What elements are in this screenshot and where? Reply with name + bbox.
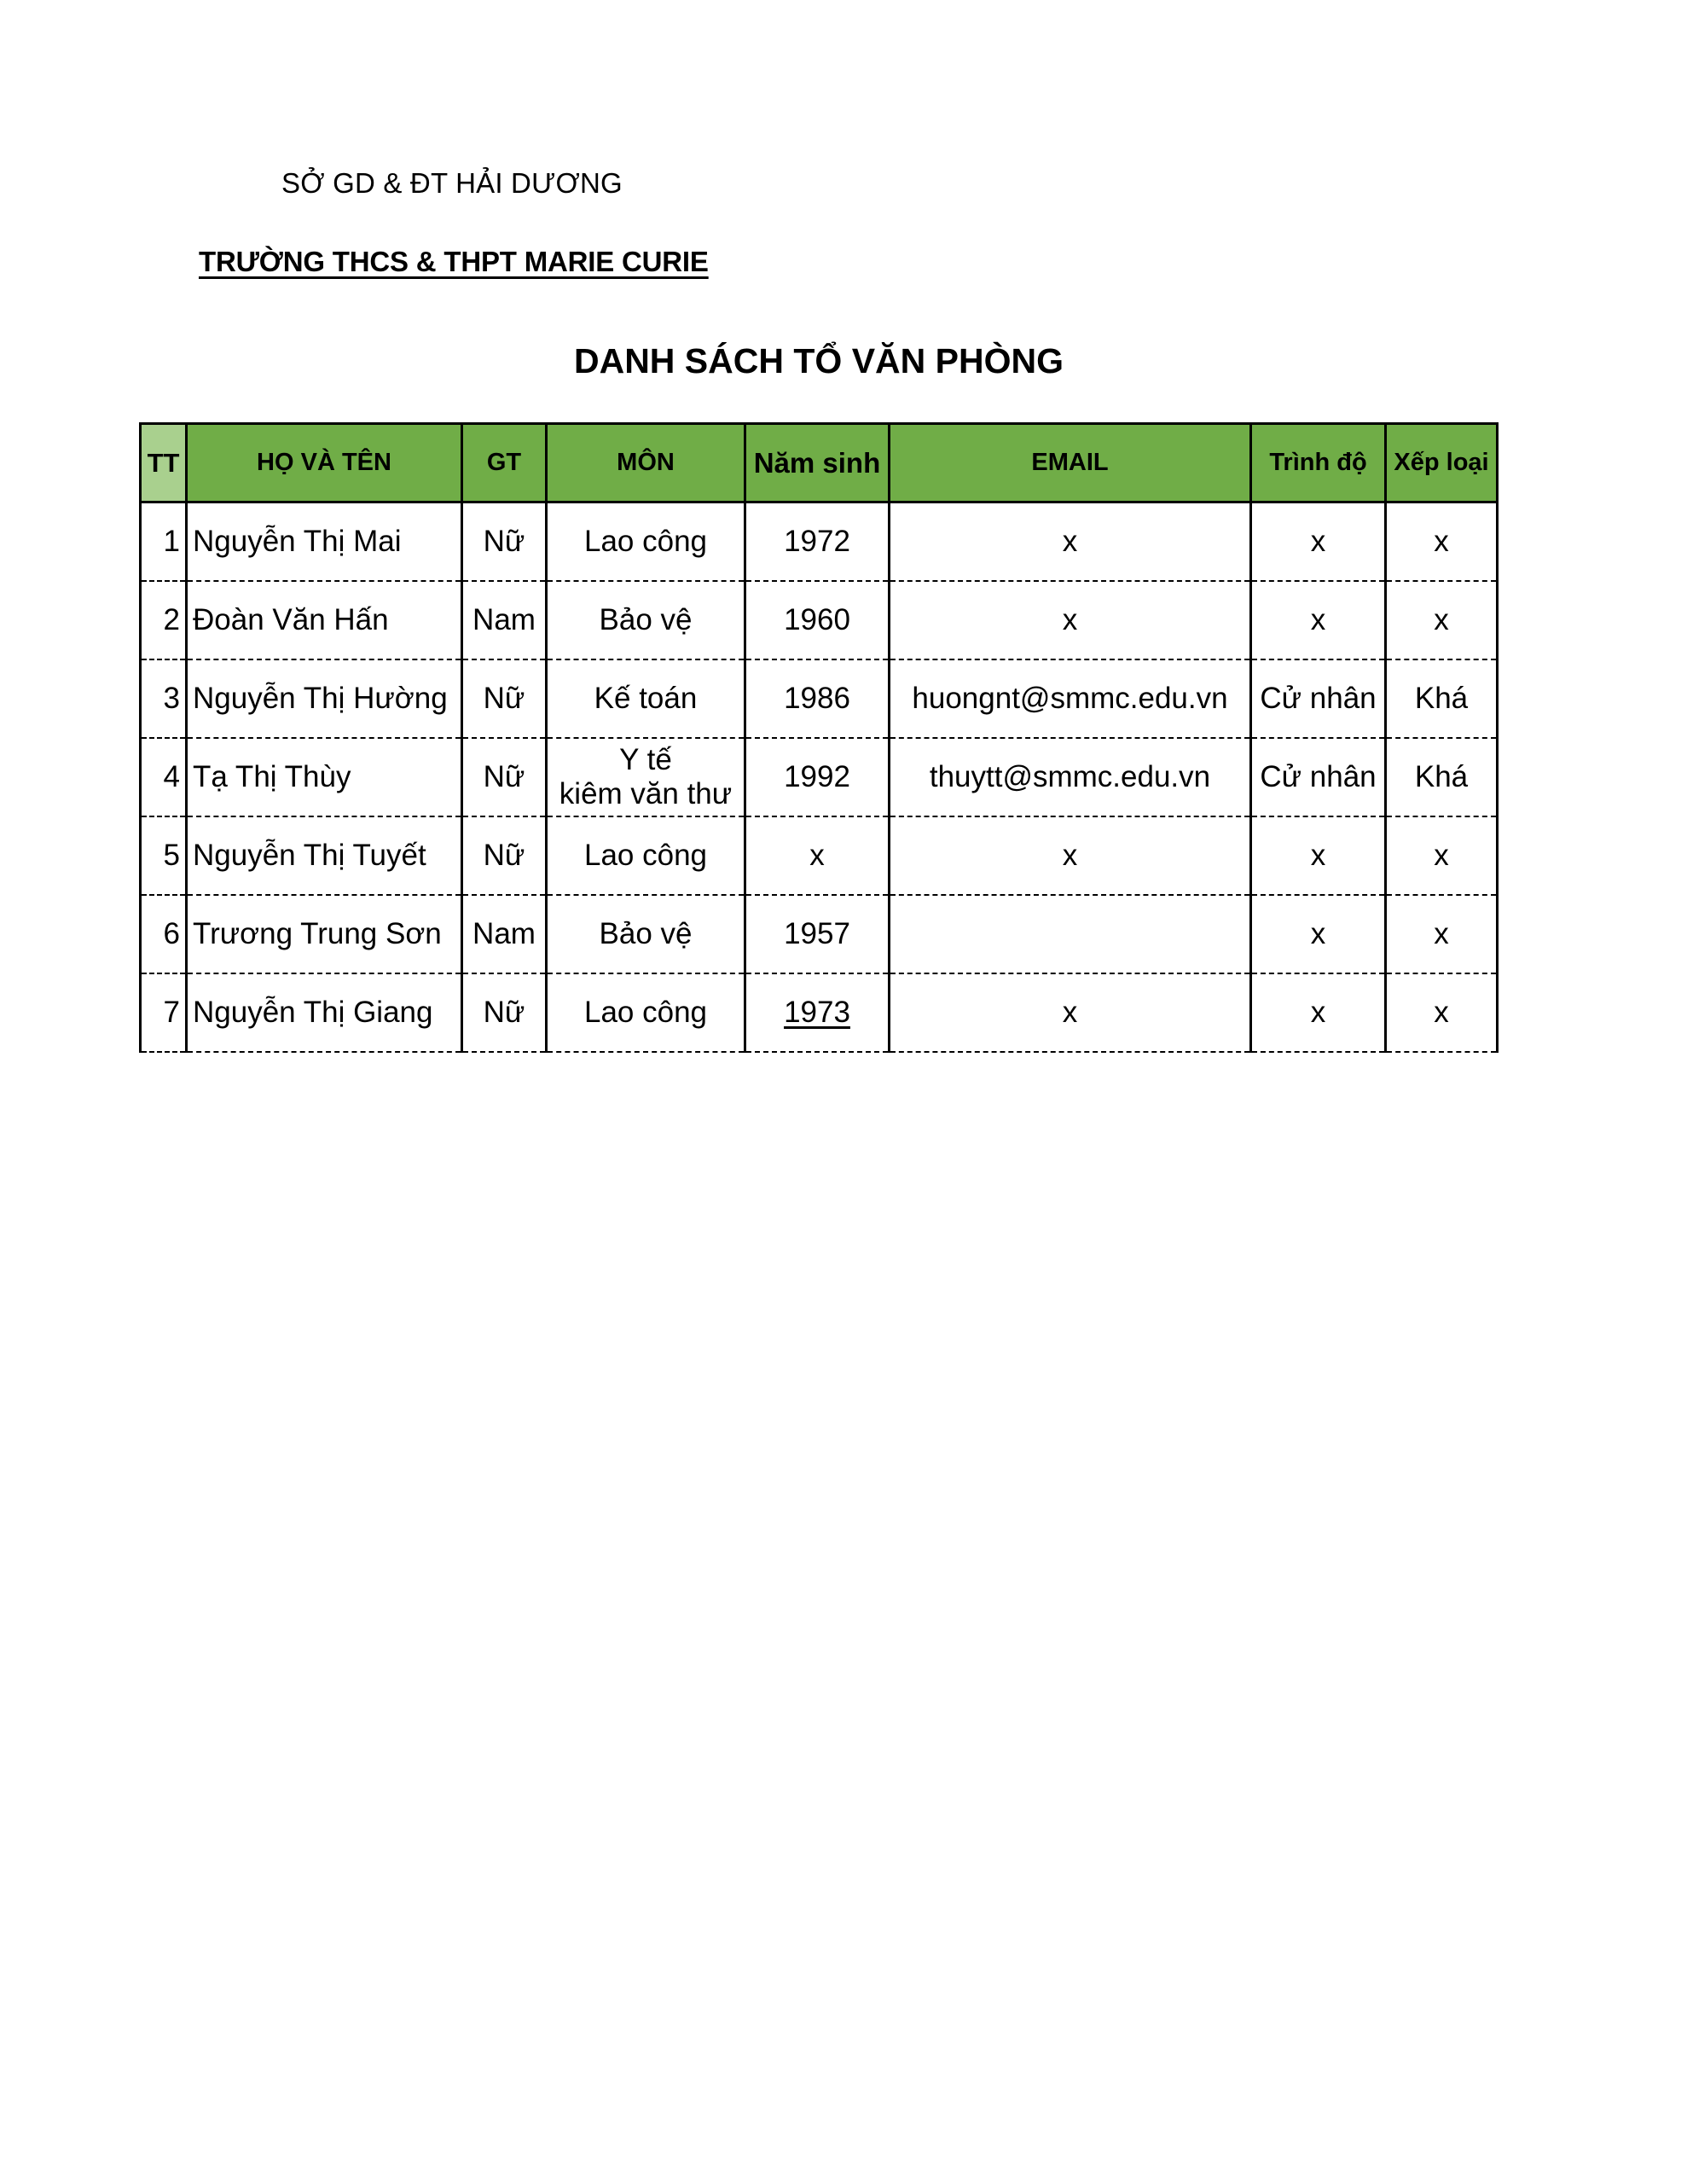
cell-rating: x bbox=[1386, 973, 1498, 1052]
cell-gender: Nữ bbox=[462, 502, 547, 581]
cell-tt: 6 bbox=[141, 895, 187, 973]
cell-degree: x bbox=[1251, 816, 1386, 895]
column-header-name: HỌ VÀ TÊN bbox=[187, 424, 462, 502]
department-heading: SỞ GD & ĐT HẢI DƯƠNG bbox=[281, 167, 623, 199]
cell-email: huongnt@smmc.edu.vn bbox=[890, 659, 1251, 738]
cell-subject-line2: kiêm văn thư bbox=[559, 776, 733, 810]
cell-tt: 5 bbox=[141, 816, 187, 895]
cell-rating: Khá bbox=[1386, 659, 1498, 738]
table-row bbox=[141, 581, 1498, 659]
cell-degree: x bbox=[1251, 502, 1386, 581]
cell-tt: 4 bbox=[141, 738, 187, 816]
cell-subject bbox=[547, 738, 745, 816]
cell-name: Tạ Thị Thùy bbox=[187, 738, 462, 816]
school-name: TRƯỜNG THCS & THPT MARIE CURIE bbox=[199, 246, 709, 277]
cell-degree: Cử nhân bbox=[1251, 659, 1386, 738]
cell-email bbox=[890, 895, 1251, 973]
cell-subject-line1: Y tế bbox=[619, 742, 672, 776]
cell-email: x bbox=[890, 973, 1251, 1052]
cell-rating: x bbox=[1386, 895, 1498, 973]
cell-gender: Nữ bbox=[462, 738, 547, 816]
column-header-subject: MÔN bbox=[547, 424, 745, 502]
column-header-tt: TT bbox=[141, 424, 187, 502]
cell-subject: Lao công bbox=[547, 816, 745, 895]
cell-degree: x bbox=[1251, 581, 1386, 659]
cell-birth-year: 1992 bbox=[745, 738, 890, 816]
column-header-birth-year: Năm sinh bbox=[745, 424, 890, 502]
cell-name: Nguyễn Thị Tuyết bbox=[187, 816, 462, 895]
cell-name: Đoàn Văn Hấn bbox=[187, 581, 462, 659]
cell-subject: Bảo vệ bbox=[547, 895, 745, 973]
table-row bbox=[141, 973, 1498, 1052]
cell-subject: Bảo vệ bbox=[547, 581, 745, 659]
column-header-gender: GT bbox=[462, 424, 547, 502]
cell-birth-year bbox=[745, 973, 890, 1052]
cell-name: Nguyễn Thị Giang bbox=[187, 973, 462, 1052]
cell-gender: Nam bbox=[462, 895, 547, 973]
cell-email: x bbox=[890, 581, 1251, 659]
cell-tt: 2 bbox=[141, 581, 187, 659]
cell-rating: Khá bbox=[1386, 738, 1498, 816]
cell-subject: Kế toán bbox=[547, 659, 745, 738]
column-header-rating: Xếp loại bbox=[1386, 424, 1498, 502]
cell-rating: x bbox=[1386, 816, 1498, 895]
table-row bbox=[141, 502, 1498, 581]
column-header-email: EMAIL bbox=[890, 424, 1251, 502]
cell-tt: 3 bbox=[141, 659, 187, 738]
cell-email: thuytt@smmc.edu.vn bbox=[890, 738, 1251, 816]
cell-name: Nguyễn Thị Mai bbox=[187, 502, 462, 581]
cell-birth-year: x bbox=[745, 816, 890, 895]
cell-name: Nguyễn Thị Hường bbox=[187, 659, 462, 738]
cell-email: x bbox=[890, 816, 1251, 895]
column-header-degree: Trình độ bbox=[1251, 424, 1386, 502]
table-row bbox=[141, 895, 1498, 973]
cell-birth-year-text: 1973 bbox=[784, 995, 850, 1029]
cell-gender: Nữ bbox=[462, 973, 547, 1052]
cell-name: Trương Trung Sơn bbox=[187, 895, 462, 973]
cell-degree: x bbox=[1251, 973, 1386, 1052]
cell-rating: x bbox=[1386, 502, 1498, 581]
cell-birth-year: 1972 bbox=[745, 502, 890, 581]
table-row bbox=[141, 816, 1498, 895]
cell-gender: Nữ bbox=[462, 816, 547, 895]
cell-email: x bbox=[890, 502, 1251, 581]
cell-degree: x bbox=[1251, 895, 1386, 973]
staff-table bbox=[139, 422, 1499, 1053]
cell-rating: x bbox=[1386, 581, 1498, 659]
page-title: DANH SÁCH TỔ VĂN PHÒNG bbox=[573, 341, 1064, 380]
table-row bbox=[141, 659, 1498, 738]
cell-birth-year: 1957 bbox=[745, 895, 890, 973]
cell-gender: Nam bbox=[462, 581, 547, 659]
cell-gender: Nữ bbox=[462, 659, 547, 738]
cell-birth-year: 1960 bbox=[745, 581, 890, 659]
table-header-row bbox=[141, 424, 1498, 502]
cell-degree: Cử nhân bbox=[1251, 738, 1386, 816]
cell-subject: Lao công bbox=[547, 973, 745, 1052]
cell-tt: 7 bbox=[141, 973, 187, 1052]
table-row bbox=[141, 738, 1498, 816]
cell-tt: 1 bbox=[141, 502, 187, 581]
cell-subject: Lao công bbox=[547, 502, 745, 581]
cell-birth-year: 1986 bbox=[745, 659, 890, 738]
